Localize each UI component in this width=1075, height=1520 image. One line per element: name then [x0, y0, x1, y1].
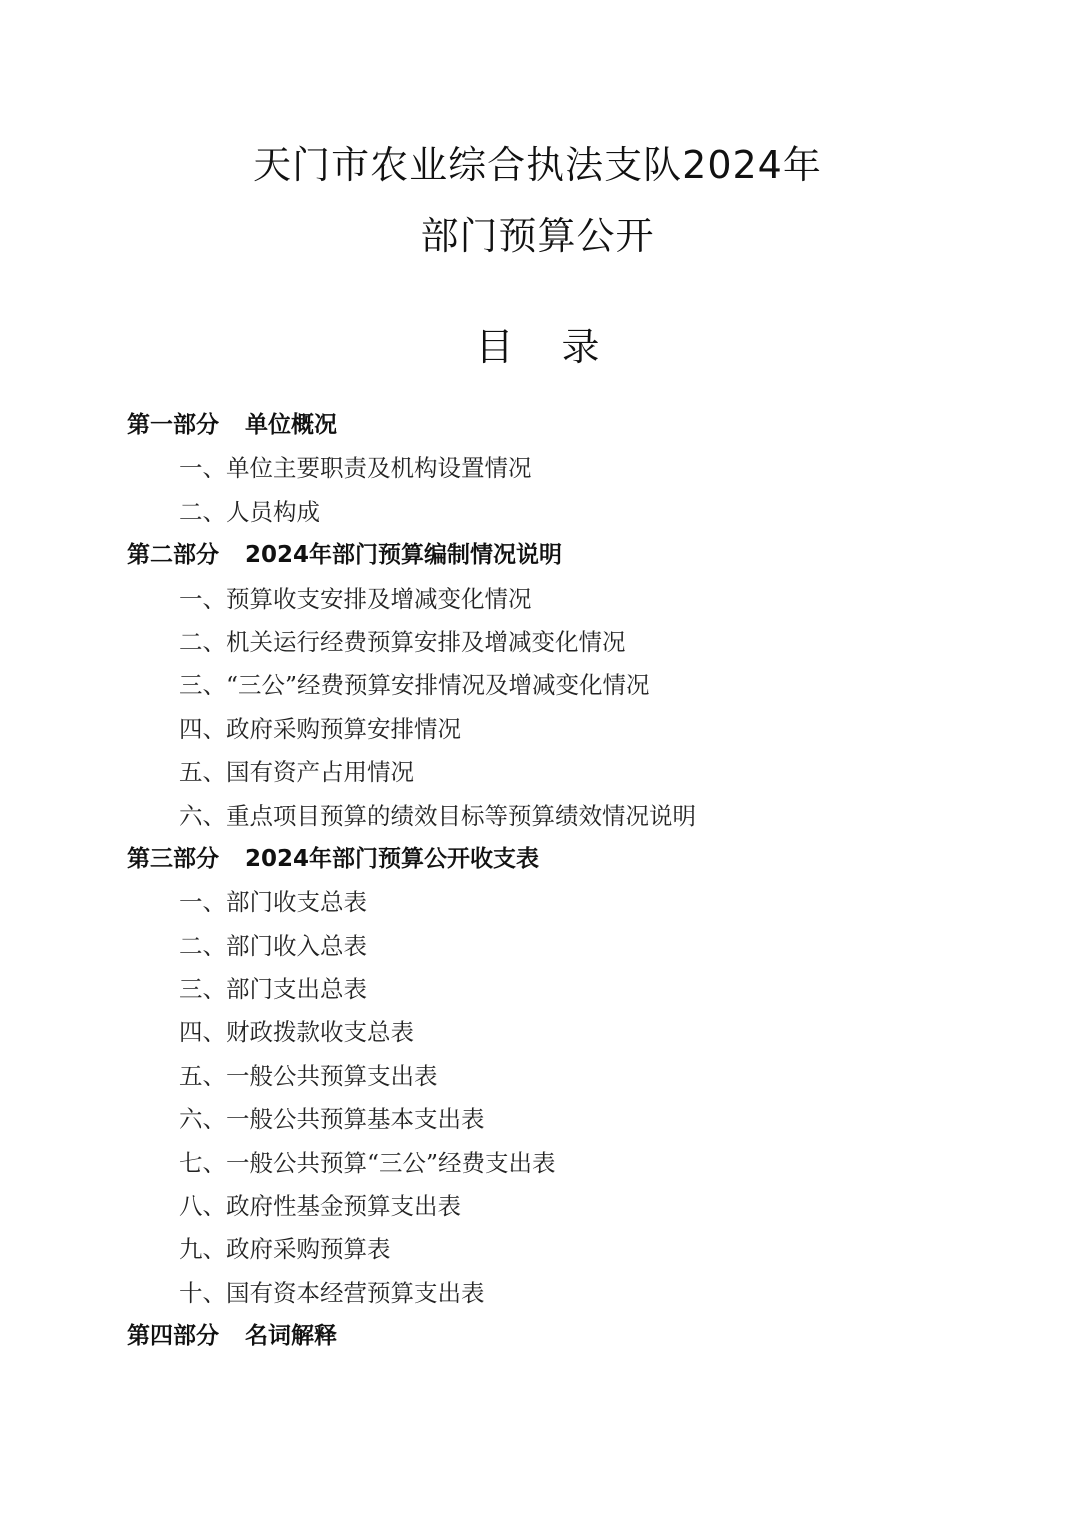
toc-part-2-label: 第二部分	[127, 542, 219, 569]
toc-item[interactable]: 六、一般公共预算基本支出表	[179, 1105, 485, 1134]
toc-part-4-title: 名词解释	[245, 1323, 337, 1350]
toc-item[interactable]: 一、部门收支总表	[179, 888, 367, 917]
toc-item[interactable]: 二、部门收入总表	[179, 931, 367, 960]
toc-part-3-label: 第三部分	[127, 845, 219, 872]
toc-item[interactable]: 五、国有资产占用情况	[179, 758, 414, 787]
toc-part-1[interactable]	[127, 404, 1027, 447]
toc-item[interactable]: 十、国有资本经营预算支出表	[179, 1278, 485, 1307]
toc-item[interactable]: 四、政府采购预算安排情况	[179, 714, 461, 743]
table-of-contents	[127, 404, 1027, 1359]
toc-part-1-title: 单位概况	[245, 412, 337, 438]
document-title-line-1: 天门市农业综合执法支队2024年	[253, 143, 822, 187]
toc-part-2[interactable]	[127, 534, 1027, 577]
toc-item[interactable]: 四、财政拨款收支总表	[179, 1018, 414, 1047]
toc-part-1-label: 第一部分	[127, 412, 219, 438]
toc-item[interactable]: 三、部门支出总表	[179, 975, 367, 1004]
toc-heading: 目录	[475, 325, 648, 369]
toc-item[interactable]: 二、人员构成	[179, 497, 320, 526]
toc-part-4-label: 第四部分	[127, 1323, 219, 1350]
toc-item[interactable]: 二、机关运行经费预算安排及增减变化情况	[179, 627, 626, 656]
toc-item[interactable]: 九、政府采购预算表	[179, 1235, 391, 1264]
toc-part-3-title: 2024年部门预算公开收支表	[245, 845, 540, 872]
toc-item[interactable]: 一、单位主要职责及机构设置情况	[179, 454, 532, 483]
toc-part-2-title: 2024年部门预算编制情况说明	[245, 542, 563, 569]
toc-part-3[interactable]	[127, 838, 1027, 881]
toc-item[interactable]: 八、政府性基金预算支出表	[179, 1192, 461, 1221]
toc-item[interactable]: 五、一般公共预算支出表	[179, 1061, 438, 1090]
document-title-line-2: 部门预算公开	[420, 214, 655, 258]
toc-item[interactable]: 三、“三公”经费预算安排情况及增减变化情况	[179, 671, 650, 700]
toc-part-4[interactable]	[127, 1315, 1027, 1358]
toc-item[interactable]: 一、预算收支安排及增减变化情况	[179, 584, 532, 613]
toc-item[interactable]: 七、一般公共预算“三公”经费支出表	[179, 1148, 556, 1177]
toc-item[interactable]: 六、重点项目预算的绩效目标等预算绩效情况说明	[179, 801, 696, 830]
